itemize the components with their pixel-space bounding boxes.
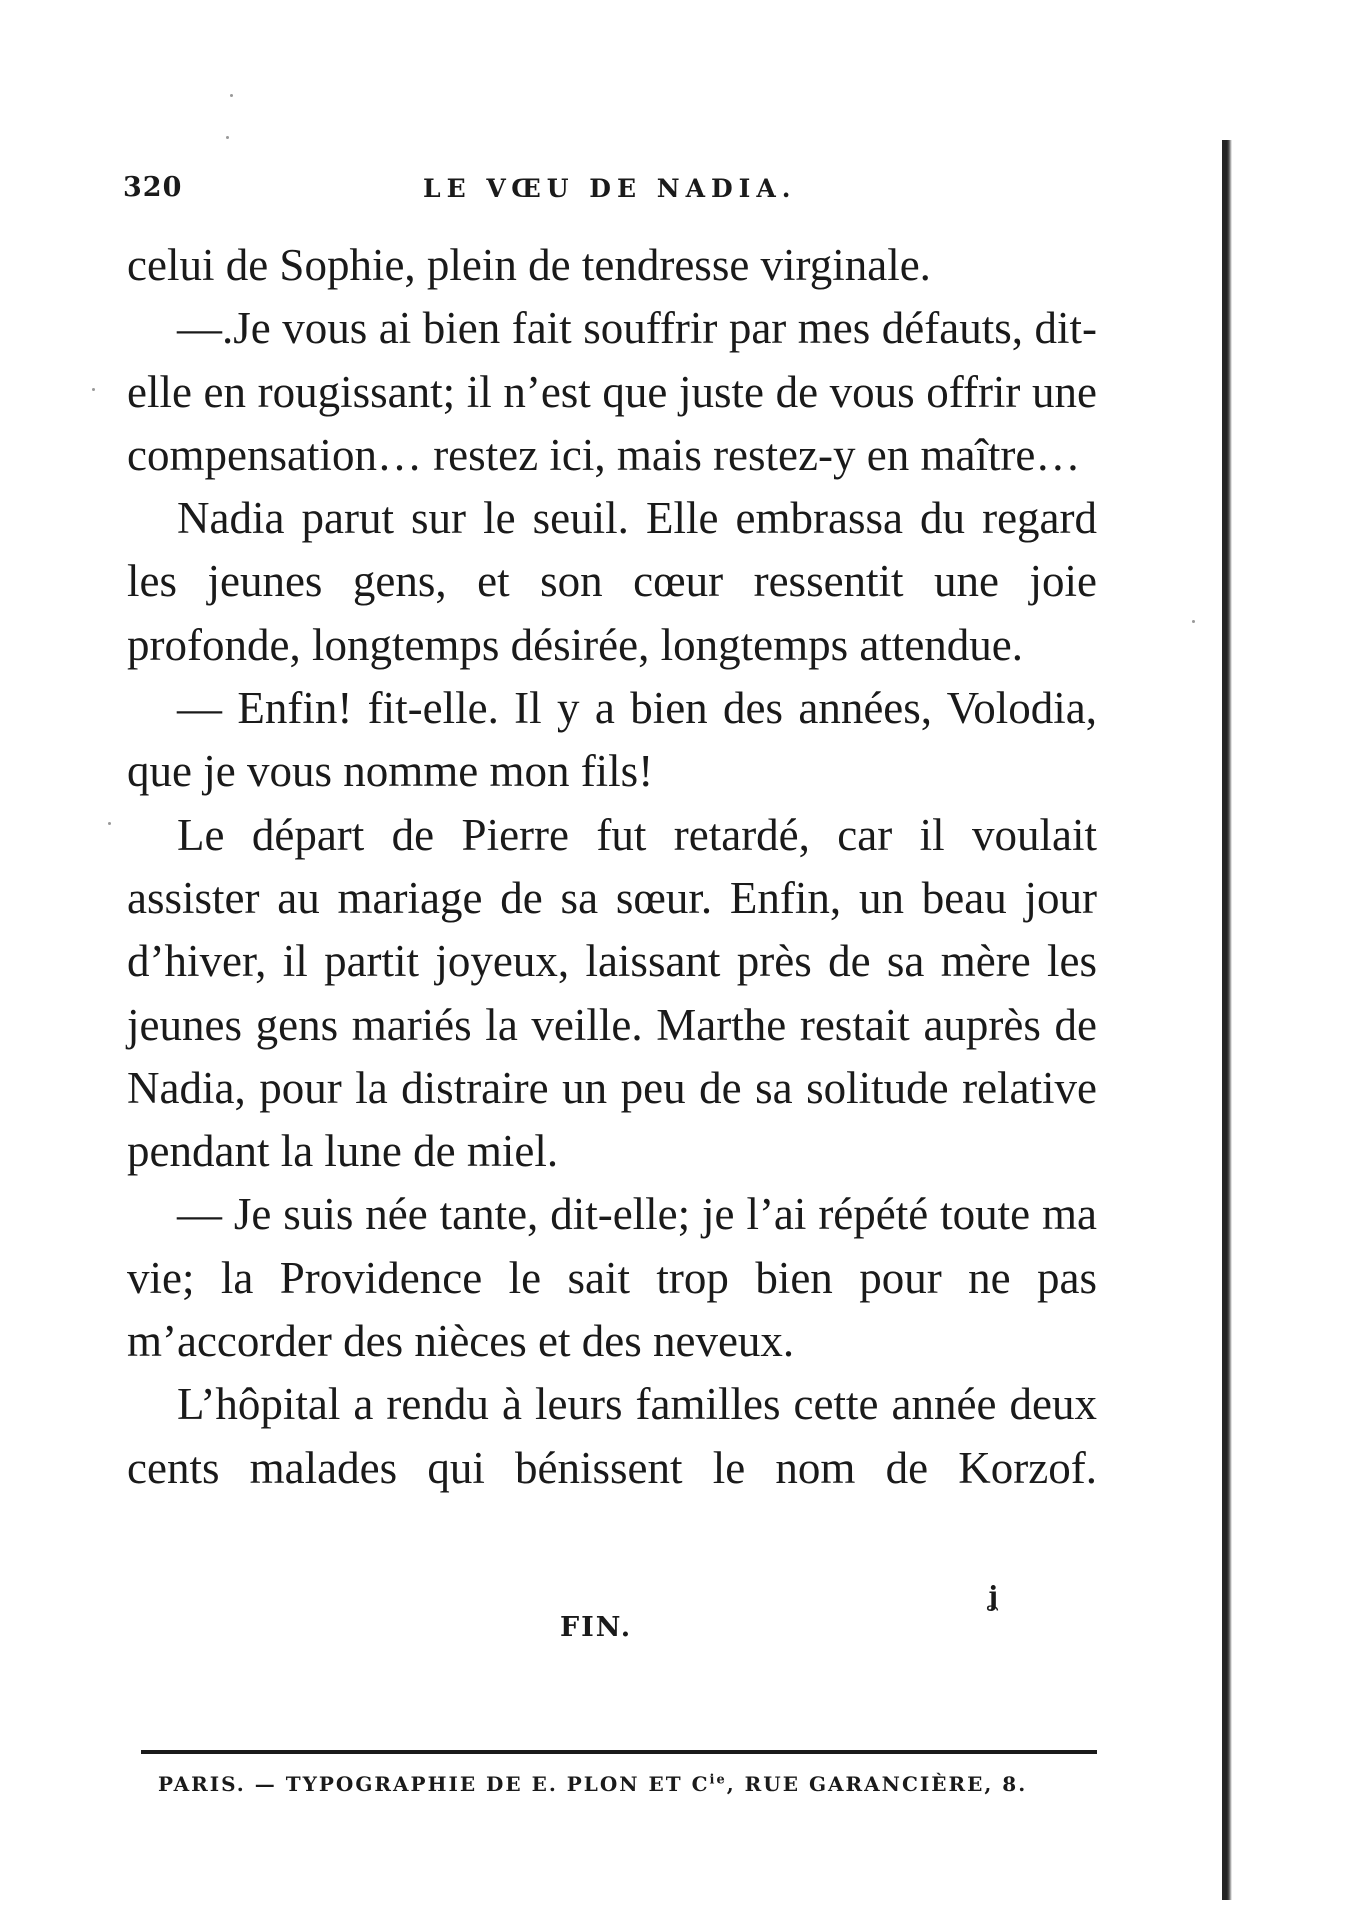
paragraph: —.Je vous ai bien fait souffrir par mes défauts, dit-elle en rougissant; il n’est que juste de vous offrir une compensation… restez ici, mais restez-y en maître… <box>127 303 1097 480</box>
binding-edge <box>1222 140 1232 1900</box>
running-title: LE VŒU DE NADIA. <box>423 174 797 203</box>
paper-speck <box>108 822 111 825</box>
body-text <box>127 234 1097 1500</box>
page-number: 320 <box>123 172 183 203</box>
printer-imprint <box>158 1772 1088 1796</box>
ink-mark-icon: ʝ <box>988 1582 998 1612</box>
paragraph: Nadia parut sur le seuil. Elle embrassa du regard les jeunes gens, et son cœur ressentit une joie profonde, longtemps désirée, longtemps attendue. <box>127 493 1097 670</box>
imprint-superscript: ie <box>709 1772 727 1788</box>
footer-rule <box>141 1750 1097 1754</box>
paper-speck <box>230 94 233 97</box>
paper-speck <box>1192 620 1195 623</box>
imprint-tail: , RUE GARANCIÈRE, 8. <box>726 1772 1028 1796</box>
paragraph: — Enfin! fit-elle. Il y a bien des années, Volodia, que je vous nomme mon fils! <box>127 683 1097 797</box>
paragraph: — Je suis née tante, dit-elle; je l’ai répété toute ma vie; la Providence le sait trop bien pour ne pas m’accorder des nièces et des neveux. <box>127 1189 1097 1367</box>
paper-speck <box>226 136 229 139</box>
imprint-main: PARIS. — TYPOGRAPHIE DE E. PLON ET C <box>158 1772 710 1796</box>
running-head <box>123 172 1095 212</box>
paper-speck <box>92 388 95 391</box>
paragraph: celui de Sophie, plein de tendresse virginale. <box>127 240 931 290</box>
paragraph: L’hôpital a rendu à leurs familles cette année deux cents malades qui bénissent le nom de Korzof. <box>127 1379 1097 1493</box>
paragraph: Le départ de Pierre fut retardé, car il voulait assister au mariage de sa sœur. Enfin, un beau jour d’hiver, il partit joyeux, laissant près de sa mère les jeunes gens mariés la veille. Marthe restait auprès de Nadia, pour la distraire un peu de sa solitude relative pendant la lune de miel. <box>127 809 1097 1177</box>
fin-label: FIN. <box>560 1612 633 1643</box>
